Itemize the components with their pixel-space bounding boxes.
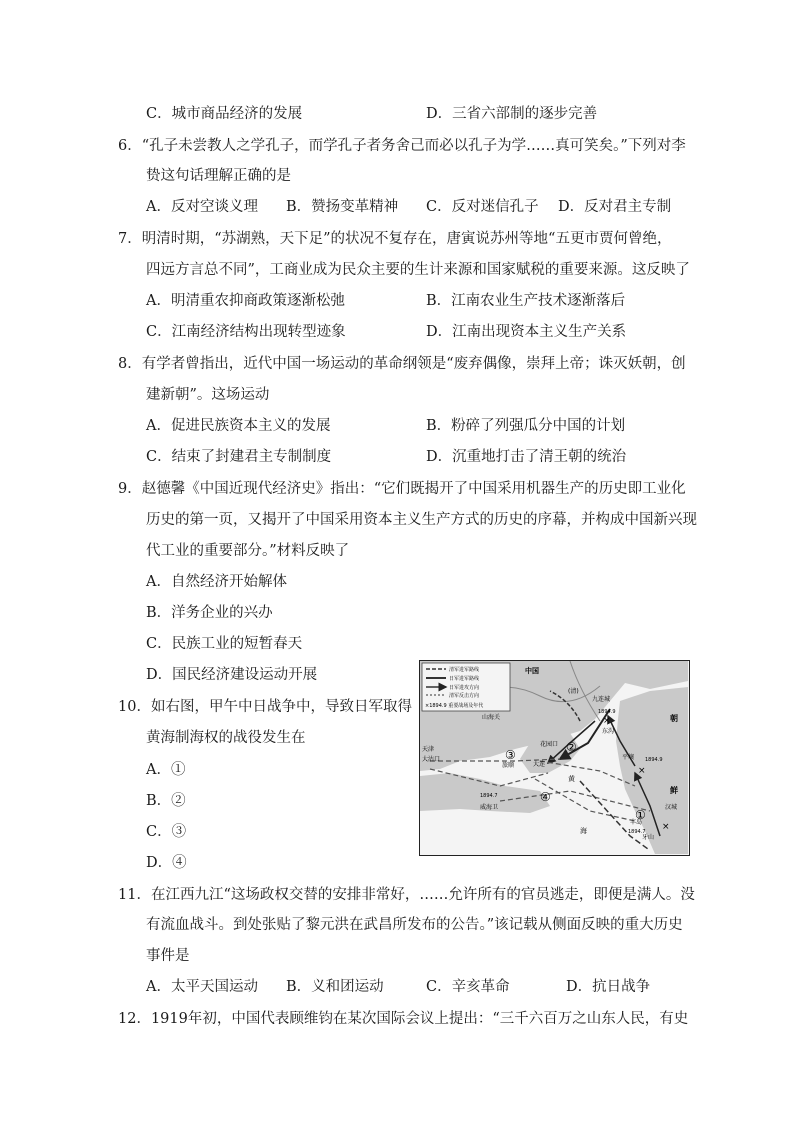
q7-option-a: A．明清重农抑商政策逐渐松弛 <box>146 293 345 309</box>
q8-option-d: D．沉重地打击了清王朝的统治 <box>426 449 627 465</box>
label-hai: 海 <box>580 827 587 835</box>
q11-option-c: C．辛亥革命 <box>426 979 510 995</box>
q10-stem-line1: 10．如右图，甲午中日战争中，导致日军取得 <box>118 699 412 715</box>
label-pyongyang: 平壤 <box>622 754 635 761</box>
q9-stem-line2: 历史的第一页，又揭开了中国采用资本主义生产方式的历史的序幕，并构成中国新兴现 <box>146 512 697 528</box>
q11-option-b: B．义和团运动 <box>286 979 384 995</box>
q5-option-d: D．三省六部制的逐步完善 <box>426 106 598 122</box>
label-chao: 朝 <box>670 714 678 723</box>
q8-option-c: C．结束了封建君主专制制度 <box>146 449 332 465</box>
q6-option-d: D．反对君主专制 <box>558 199 672 215</box>
label-yashan: 牙山 <box>642 834 655 841</box>
q9-option-a: A．自然经济开始解体 <box>146 574 287 590</box>
q7-option-c: C．江南经济结构出现转型迹象 <box>146 324 346 340</box>
q8-option-b: B．粉碎了列强瓜分中国的计划 <box>426 418 626 434</box>
label-lushun: 旅顺 <box>502 762 515 769</box>
q6-option-c: C．反对迷信孔子 <box>426 199 539 215</box>
q11-stem-line1: 11．在江西九江“这场政权交替的安排非常好，……允许所有的官员逃走，即便是满人。没 <box>118 887 695 903</box>
legend-item: 日军进攻方向 <box>449 685 480 691</box>
marker-4: ④ <box>540 790 551 804</box>
date-label: 1894.9 <box>645 757 663 763</box>
q8-option-a: A．促进民族资本主义的发展 <box>146 418 331 434</box>
legend-item: 日军进军路线 <box>449 676 480 682</box>
q10-option-d: D．④ <box>146 855 187 871</box>
q9-option-d: D．国民经济建设运动开展 <box>146 667 318 683</box>
date-label: 1894.7 <box>628 829 646 835</box>
legend-item: 清军反击方向 <box>449 693 480 699</box>
label-china: 中国 <box>525 667 539 675</box>
q9-stem-line3: 代工业的重要部分。”材料反映了 <box>146 543 350 559</box>
q9-stem-line1: 9．赵德馨《中国近现代经济史》指出：“它们既揭开了中国采用机器生产的历史即工业化 <box>118 481 686 497</box>
q11-stem-line2: 有流血战斗。到处张贴了黎元洪在武昌所发布的公告。”该记载从侧面反映的重大历史 <box>146 917 683 933</box>
marker-1: ① <box>635 808 646 822</box>
label-jiuliancheng: 九连城 <box>592 696 611 703</box>
q11-option-d: D．抗日战争 <box>566 979 651 995</box>
label-xian: 鲜 <box>670 786 678 795</box>
date-label: 1894.7 <box>480 793 498 799</box>
q10-option-b: B．② <box>146 793 186 809</box>
label-tianjin: 天津 <box>422 746 435 753</box>
q5-option-c: C．城市商品经济的发展 <box>146 106 303 122</box>
q7-option-b: B．江南农业生产技术逐渐落后 <box>426 293 626 309</box>
label-donggou: 东沟 <box>602 728 615 735</box>
marker-3: ③ <box>505 748 516 762</box>
land-korea <box>616 687 688 854</box>
q12-stem-line1: 12．1919年初，中国代表顾维钧在某次国际会议上提出：“三千六百万之山东人民，有史 <box>118 1011 689 1027</box>
label-huayuankou: 花园口 <box>540 741 559 748</box>
q7-stem-line2: 四远方言总不同”，工商业成为民众主要的生计来源和国家赋税的重要来源。这反映了 <box>146 262 690 278</box>
q6-stem-line1: 6．“孔子未尝教人之学孔子，而学孔子者务舍己而必以孔子为学……真可笑矣。”下列对李 <box>118 138 686 154</box>
q10-option-a: A．① <box>146 762 186 778</box>
battle-cross-icon: × <box>603 716 611 726</box>
date-label: 1894.9 <box>598 709 616 715</box>
marker-2: ② <box>566 740 577 754</box>
label-hancheng: 汉城 <box>665 804 678 811</box>
q8-stem-line1: 8．有学者曾指出，近代中国一场运动的革命纲领是“废弃偶像，崇拜上帝；诛灭妖朝，创 <box>118 356 686 372</box>
label-weihaiwei: 威海卫 <box>480 804 499 811</box>
q6-stem-line2: 贽这句话理解正确的是 <box>146 168 291 184</box>
label-huang: 黄 <box>568 775 575 783</box>
battle-cross-icon: × <box>662 822 670 832</box>
label-dalian: 大连 <box>533 761 546 768</box>
label-dagukou: 大沽口 <box>422 756 441 763</box>
q10-stem-line2: 黄海制海权的战役发生在 <box>146 730 306 746</box>
label-qing: (清) <box>568 688 579 695</box>
q11-option-a: A．太平天国运动 <box>146 979 258 995</box>
q6-option-a: A．反对空谈义理 <box>146 199 258 215</box>
q9-option-c: C．民族工业的短暂春天 <box>146 636 303 652</box>
battle-cross-icon: × <box>638 766 646 776</box>
q8-stem-line2: 建新朝”。这场运动 <box>146 387 270 403</box>
q7-option-d: D．江南出现资本主义生产关系 <box>426 324 627 340</box>
label-shanhaiguan: 山海关 <box>482 714 501 721</box>
q7-stem-line1: 7．明清时期，“苏湖熟，天下足”的状况不复存在，唐寅说苏州等地“五更市贾何曾绝， <box>118 231 672 247</box>
q10-option-c: C．③ <box>146 824 187 840</box>
q6-option-b: B．赞扬变革精神 <box>286 199 399 215</box>
q9-option-b: B．洋务企业的兴办 <box>146 605 273 621</box>
legend-item: ×1894.9 重要战场及年代 <box>425 703 484 709</box>
label-fengdao: 丰岛 <box>630 819 643 826</box>
q11-stem-line3: 事件是 <box>146 948 190 964</box>
sino-japanese-war-map <box>419 660 690 856</box>
legend-item: 清军进军路线 <box>449 667 480 673</box>
